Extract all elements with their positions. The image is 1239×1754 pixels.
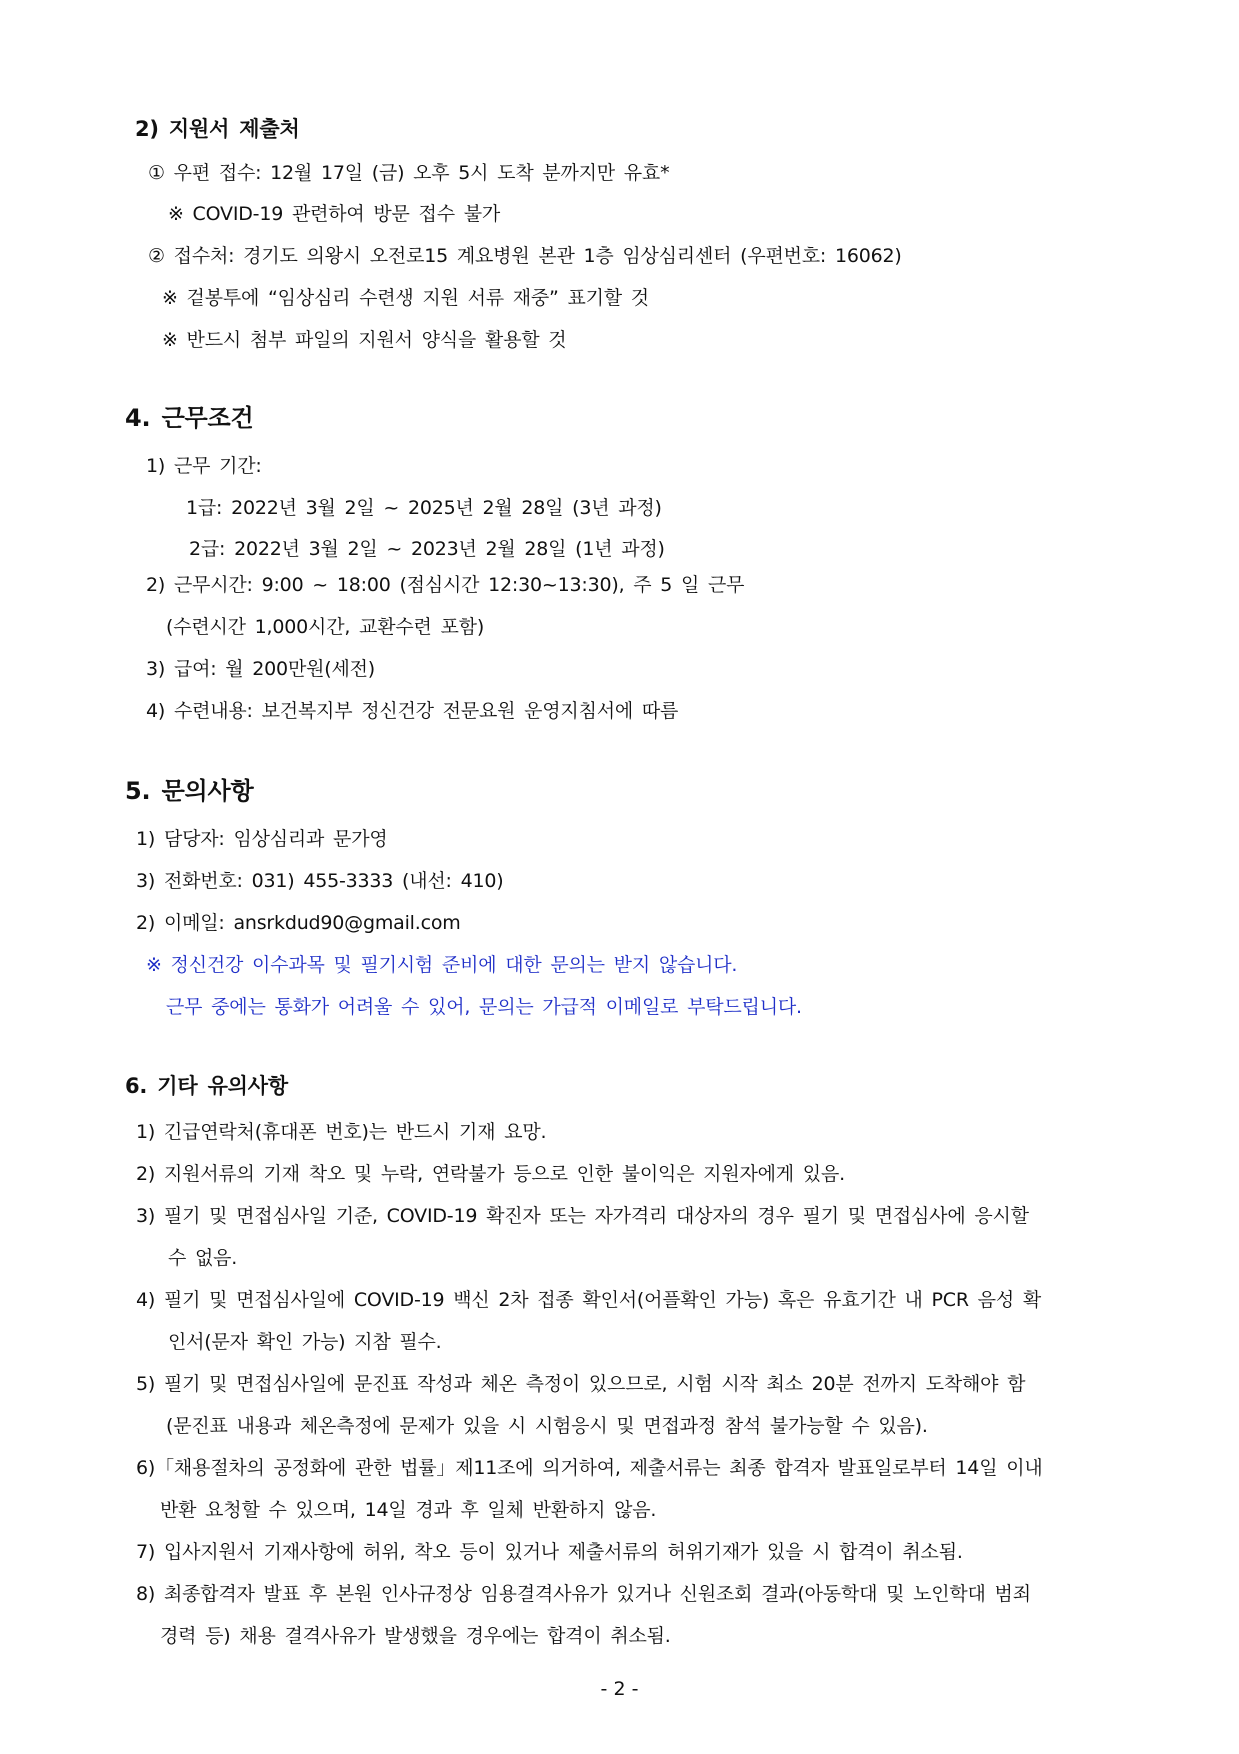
section-6-line: 6)「채용절차의 공정화에 관한 법률」제11조에 의거하여, 제출서류는 최종 합격자 발표일로부터 14일 이내 (136, 1457, 1043, 1479)
section-5-line: 3) 전화번호: 031) 455-3333 (내선: 410) (136, 870, 504, 892)
section-2-line: ② 접수처: 경기도 의왕시 오전로15 계요병원 본관 1층 임상심리센터 (우편번호: 16062) (148, 245, 902, 267)
section-6-line: (문진표 내용과 체온측정에 문제가 있을 시 시험응시 및 면접과정 참석 불가능할 수 있음). (166, 1415, 928, 1437)
section-5-notice: 근무 중에는 통화가 어려울 수 있어, 문의는 가급적 이메일로 부탁드립니다. (166, 996, 802, 1018)
section-6-line: 인서(문자 확인 가능) 지참 필수. (168, 1331, 442, 1353)
page-number: - 2 - (600, 1678, 639, 1700)
section-6-line: 3) 필기 및 면접심사일 기준, COVID-19 확진자 또는 자가격리 대상자의 경우 필기 및 면접심사에 응시할 (136, 1205, 1029, 1227)
section-4-line: 4) 수련내용: 보건복지부 정신건강 전문요원 운영지침서에 따름 (146, 700, 679, 722)
section-6-line: 2) 지원서류의 기재 착오 및 누락, 연락불가 등으로 인한 불이익은 지원자에게 있음. (136, 1163, 845, 1185)
section-6-line: 8) 최종합격자 발표 후 본원 인사규정상 임용결격사유가 있거나 신원조회 결과(아동학대 및 노인학대 범죄 (136, 1583, 1031, 1605)
section-2-title: 2) 지원서 제출처 (135, 117, 300, 141)
section-2-line: ※ 겉봉투에 “임상심리 수련생 지원 서류 재중” 표기할 것 (162, 287, 649, 309)
section-4-line: 1급: 2022년 3월 2일 ~ 2025년 2월 28일 (3년 과정) (186, 497, 662, 519)
section-5-line: 1) 담당자: 임상심리과 문가영 (136, 828, 388, 850)
section-4-title: 4. 근무조건 (125, 404, 254, 432)
section-5-notice: ※ 정신건강 이수과목 및 필기시험 준비에 대한 문의는 받지 않습니다. (146, 954, 738, 976)
section-2-line: ※ 반드시 첨부 파일의 지원서 양식을 활용할 것 (162, 329, 567, 351)
section-6-line: 4) 필기 및 면접심사일에 COVID-19 백신 2차 접종 확인서(어플확인 가능) 혹은 유효기간 내 PCR 음성 확 (136, 1289, 1041, 1311)
section-5-line: 2) 이메일: ansrkdud90@gmail.com (136, 912, 461, 934)
section-6-line: 7) 입사지원서 기재사항에 허위, 착오 등이 있거나 제출서류의 허위기재가 있을 시 합격이 취소됨. (136, 1541, 963, 1563)
section-6-line: 5) 필기 및 면접심사일에 문진표 작성과 체온 측정이 있으므로, 시험 시작 최소 20분 전까지 도착해야 함 (136, 1373, 1026, 1395)
section-2-line: ※ COVID-19 관련하여 방문 접수 불가 (168, 203, 501, 225)
section-6-line: 반환 요청할 수 있으며, 14일 경과 후 일체 반환하지 않음. (160, 1499, 657, 1521)
section-4-line: 2급: 2022년 3월 2일 ~ 2023년 2월 28일 (1년 과정) (189, 538, 665, 560)
section-4-line: (수련시간 1,000시간, 교환수련 포함) (166, 616, 485, 638)
section-6-title: 6. 기타 유의사항 (125, 1074, 288, 1098)
section-5-title: 5. 문의사항 (125, 777, 254, 805)
section-4-line: 1) 근무 기간: (146, 455, 262, 477)
section-2-line: ① 우편 접수: 12월 17일 (금) 오후 5시 도착 분까지만 유효* (148, 162, 670, 184)
section-4-line: 3) 급여: 월 200만원(세전) (146, 658, 375, 680)
section-6-line: 1) 긴급연락처(휴대폰 번호)는 반드시 기재 요망. (136, 1121, 547, 1143)
section-6-line: 수 없음. (168, 1247, 238, 1269)
section-6-line: 경력 등) 채용 결격사유가 발생했을 경우에는 합격이 취소됨. (160, 1625, 671, 1647)
section-4-line: 2) 근무시간: 9:00 ~ 18:00 (점심시간 12:30~13:30), 주 5 일 근무 (146, 574, 745, 596)
